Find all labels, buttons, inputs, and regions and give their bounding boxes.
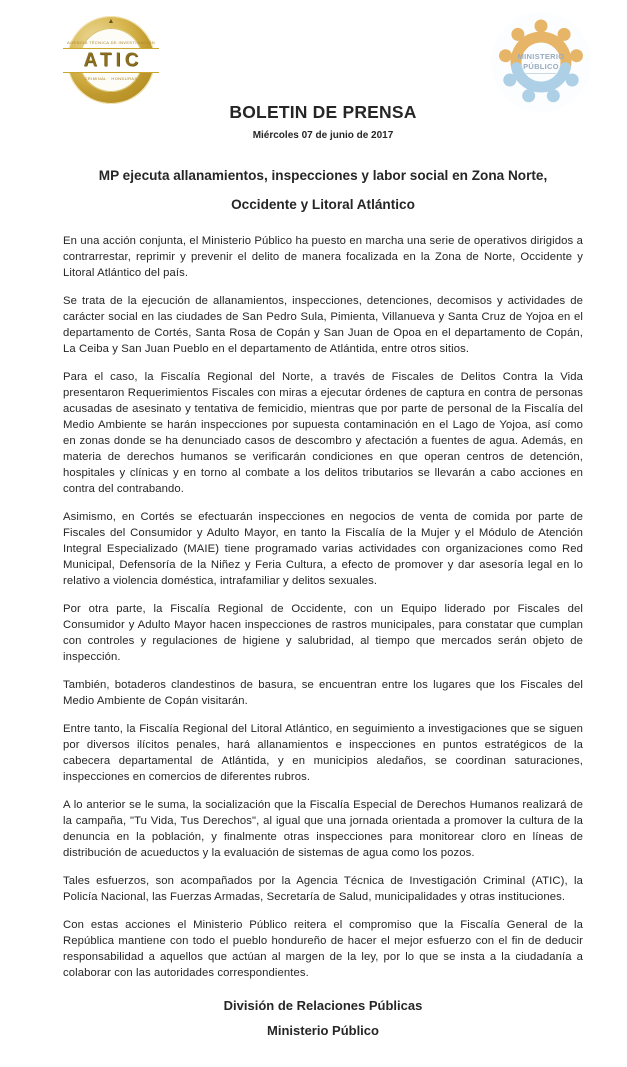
paragraph: También, botaderos clandestinos de basura, se encuentran entre los lugares que los Fiscales del Medio Ambiente de Copán visitarán. [63, 679, 583, 707]
atic-logo [65, 14, 157, 106]
paragraph: Con estas acciones el Ministerio Público reitera el compromiso que la Fiscalía General de la República mantiene con todo el pueblo hondureño de hacer el mejor esfuerzo con el fin de deducir responsabilidad a aquellos que actúan al margen de la ley, por lo que se insta a la ciudadanía a colaborar con las autoridades correspondientes. [63, 919, 583, 979]
ministerio-publico-logo [485, 10, 597, 114]
mp-logo-text-line1: MINISTERIO [517, 52, 565, 61]
paragraph: A lo anterior se le suma, la socialización que la Fiscalía Especial de Derechos Humanos realizará de la campaña, "Tu Vida, Tus Derechos", al igual que una jornada orientada a promover la cultura de la denuncia en la población, y finalmente otras inspecciones para monitorear cloro en líneas de distribución de acueductos y la evaluación de sistemas de agua como los pozos. [63, 799, 583, 859]
atic-band [63, 48, 159, 73]
atic-micro-text-top: AGENCIA TÉCNICA DE INVESTIGACIÓN [66, 40, 156, 45]
paragraph: Tales esfuerzos, son acompañados por la Agencia Técnica de Investigación Criminal (ATIC), la Policía Nacional, las Fuerzas Armadas, Secretaría de Salud, municipalidades y otras instituciones. [63, 875, 583, 903]
paragraph: Asimismo, en Cortés se efectuarán inspecciones en negocios de venta de comida por parte de Fiscales del Consumidor y Adulto Mayor, en tanto la Fiscalía de la Mujer y el Módulo de Atención Integral Especializado (MAIE) tiene programado varias actividades con organizaciones como Red Municipal, Defensoría de la Niñez y Feria Cultura, a efecto de promover y dar asesoría legal en lo relativo a violencia doméstica, intrafamiliar y delitos sexuales. [63, 511, 583, 587]
document-body [63, 233, 583, 981]
paragraph: En una acción conjunta, el Ministerio Público ha puesto en marcha una serie de operativos dirigidos a contrarrestar, reprimir y prevenir el delito de manera focalizada en la Zona de Norte, Occidente y Litoral Atlántico del país. [63, 235, 583, 279]
document-date: Miércoles 07 de junio de 2017 [252, 130, 394, 141]
mp-logo-tagline-rule [526, 73, 556, 74]
document-title: BOLETIN DE PRENSA [229, 102, 417, 122]
footer-division: División de Relaciones Públicas [223, 998, 423, 1013]
mp-logo-text-line2: PÚBLICO [523, 62, 559, 71]
header-logos [63, 8, 597, 108]
paragraph: Por otra parte, la Fiscalía Regional de Occidente, con un Equipo liderado por Fiscales del Consumidor y Adulto Mayor hacen inspecciones de rastros municipales, para constatar que cumplan con controles y regulaciones de higiene y salubridad, al tiempo que mercados serán objeto de inspección. [63, 603, 583, 663]
paragraph: Entre tanto, la Fiscalía Regional del Litoral Atlántico, en seguimiento a investigaciones que se siguen por diversos ilícitos penales, hará allanamientos e inspecciones en puntos estratégicos de la cabecera departamental de Atlántida, y en municipios aledaños, se coordinan saturaciones, inspecciones en comercios de diferentes rubros. [63, 723, 583, 783]
headline: MP ejecuta allanamientos, inspecciones y labor social en Zona Norte, Occidente y Litoral Atlántico [98, 168, 548, 212]
atic-micro-text-bottom: CRIMINAL · HONDURAS [84, 76, 138, 81]
atic-emblem-icon: ▲ [107, 18, 115, 25]
paragraph: Se trata de la ejecución de allanamientos, inspecciones, detenciones, decomisos y actividades de carácter social en las ciudades de San Pedro Sula, Pimienta, Villanueva y Santa Cruz de Yojoa en el departamento de Cortés, Santa Rosa de Copán y San Juan de Opoa en el departamento de Copán, La Ceiba y San Juan Pueblo en el departamento de Atlántida, entre otros sitios. [63, 295, 583, 355]
footer-organization: Ministerio Público [267, 1023, 379, 1038]
paragraph: Para el caso, la Fiscalía Regional del Norte, a través de Fiscales de Delitos Contra la Vida presentaron Requerimientos Fiscales con miras a ejecutar órdenes de captura en contra de personas acusadas de asesinato y tentativa de femicidio, mientras que por parte de personal de la Fiscalía del Medio Ambiente se harán inspecciones por supuesta contaminación en el Lago de Yojoa, así como en zonas donde se ha denunciado casos de descombro y afectación a fuentes de agua. Además, en materia de derechos humanos se verificarán condiciones en que operan centros de detención, hospitales y clínicas y en torno al combate a los delitos tributarios se llevarán a cabo acciones en contra del contrabando. [63, 371, 583, 495]
atic-logo-text: ATIC [83, 49, 143, 71]
document-footer [63, 993, 583, 1043]
